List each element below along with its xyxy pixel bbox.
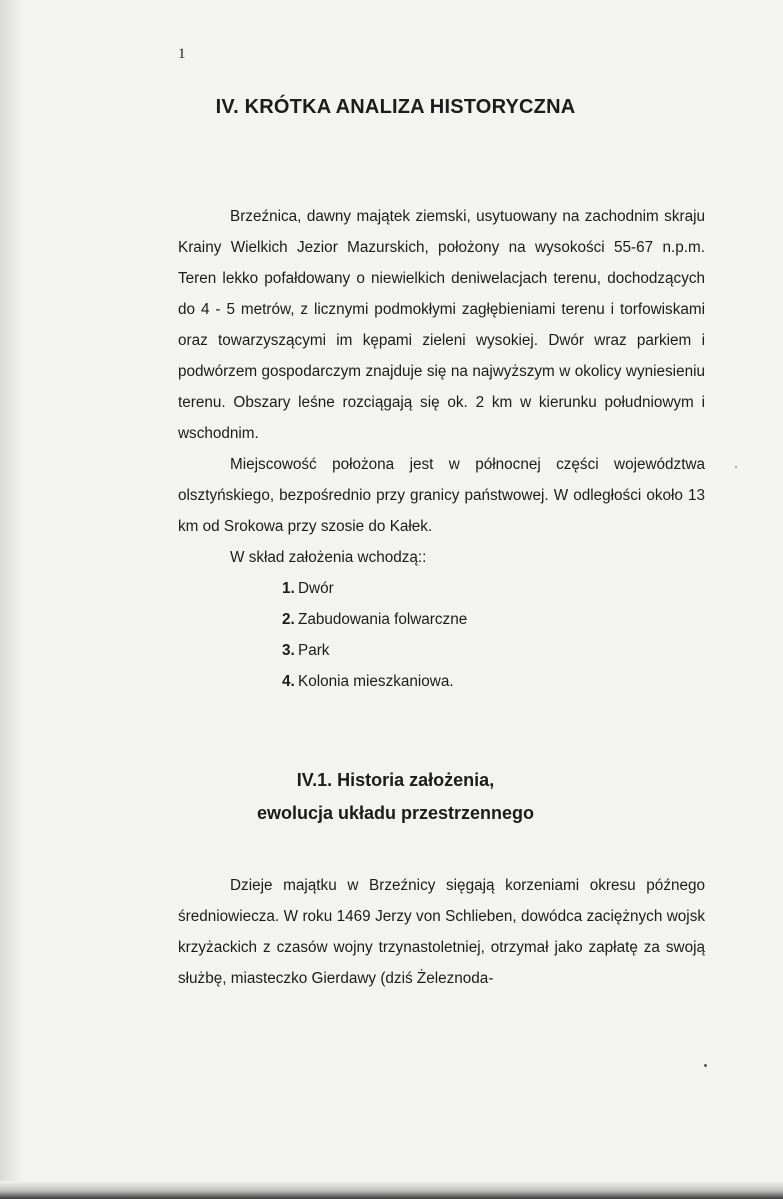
list-item-label: Park — [298, 642, 330, 659]
list-item-number: 3. — [282, 642, 295, 659]
list-item — [282, 666, 705, 697]
list-item-label: Dwór — [298, 580, 334, 597]
page-edge-shadow-left — [0, 0, 22, 1199]
section-paragraph-1: Dzieje majątku w Brzeźnicy sięgają korzeniami okresu późnego średniowiecza. W roku 1469 Jerzy von Schlieben, dowódca zaciężnych wojsk krzyżackich z czasów wojny trzynastoletniej, otrzymał jako zapłatę za swoją służbę, miasteczko Gierdawy (dziś Żeleznoda- — [178, 877, 705, 987]
scan-speck — [735, 466, 737, 468]
list-intro: W skład założenia wchodzą:: — [230, 549, 427, 566]
list-item-label: Kolonia mieszkaniowa. — [298, 673, 454, 690]
chapter-title: IV. KRÓTKA ANALIZA HISTORYCZNA — [215, 96, 576, 118]
intro-text-block — [178, 201, 705, 697]
section-text-block — [178, 870, 705, 994]
components-list — [178, 573, 705, 697]
section-title-line-1: IV.1. Historia założenia, — [296, 770, 495, 790]
section-title-line-2: ewolucja układu przestrzennego — [256, 803, 535, 823]
intro-paragraph-1: Brzeźnica, dawny majątek ziemski, usytuowany na zachodnim skraju Krainy Wielkich Jezior Mazurskich, położony na wysokości 55-67 n.p.m. Teren lekko pofałdowany o niewielkich deniwelacjach terenu, dochodzących do 4 - 5 metrów, z licznymi podmokłymi zagłębieniami terenu i torfowiskami oraz towarzyszącymi im kępami zieleni wysokiej. Dwór wraz parkiem i podwórzem gospodarczym znajduje się na najwyższym w okolicy wyniesieniu terenu. Obszary leśne rozciągają się ok. 2 km w kierunku południowym i wschodnim. — [178, 208, 705, 442]
section-title — [0, 764, 783, 830]
list-item-number: 2. — [282, 611, 295, 628]
list-item-number: 4. — [282, 673, 295, 690]
list-item-number: 1. — [282, 580, 295, 597]
page-number: 1 — [178, 46, 186, 62]
intro-paragraph-2: Miejscowość położona jest w północnej części województwa olsztyńskiego, bezpośrednio przy granicy państwowej. W odległości około 13 km od Srokowa przy szosie do Kałek. — [178, 456, 705, 535]
scan-speck — [704, 1064, 707, 1067]
list-item — [282, 573, 705, 604]
list-item-label: Zabudowania folwarczne — [298, 611, 468, 628]
list-item — [282, 604, 705, 635]
list-item — [282, 635, 705, 666]
page-edge-shadow-bottom — [0, 1181, 783, 1199]
